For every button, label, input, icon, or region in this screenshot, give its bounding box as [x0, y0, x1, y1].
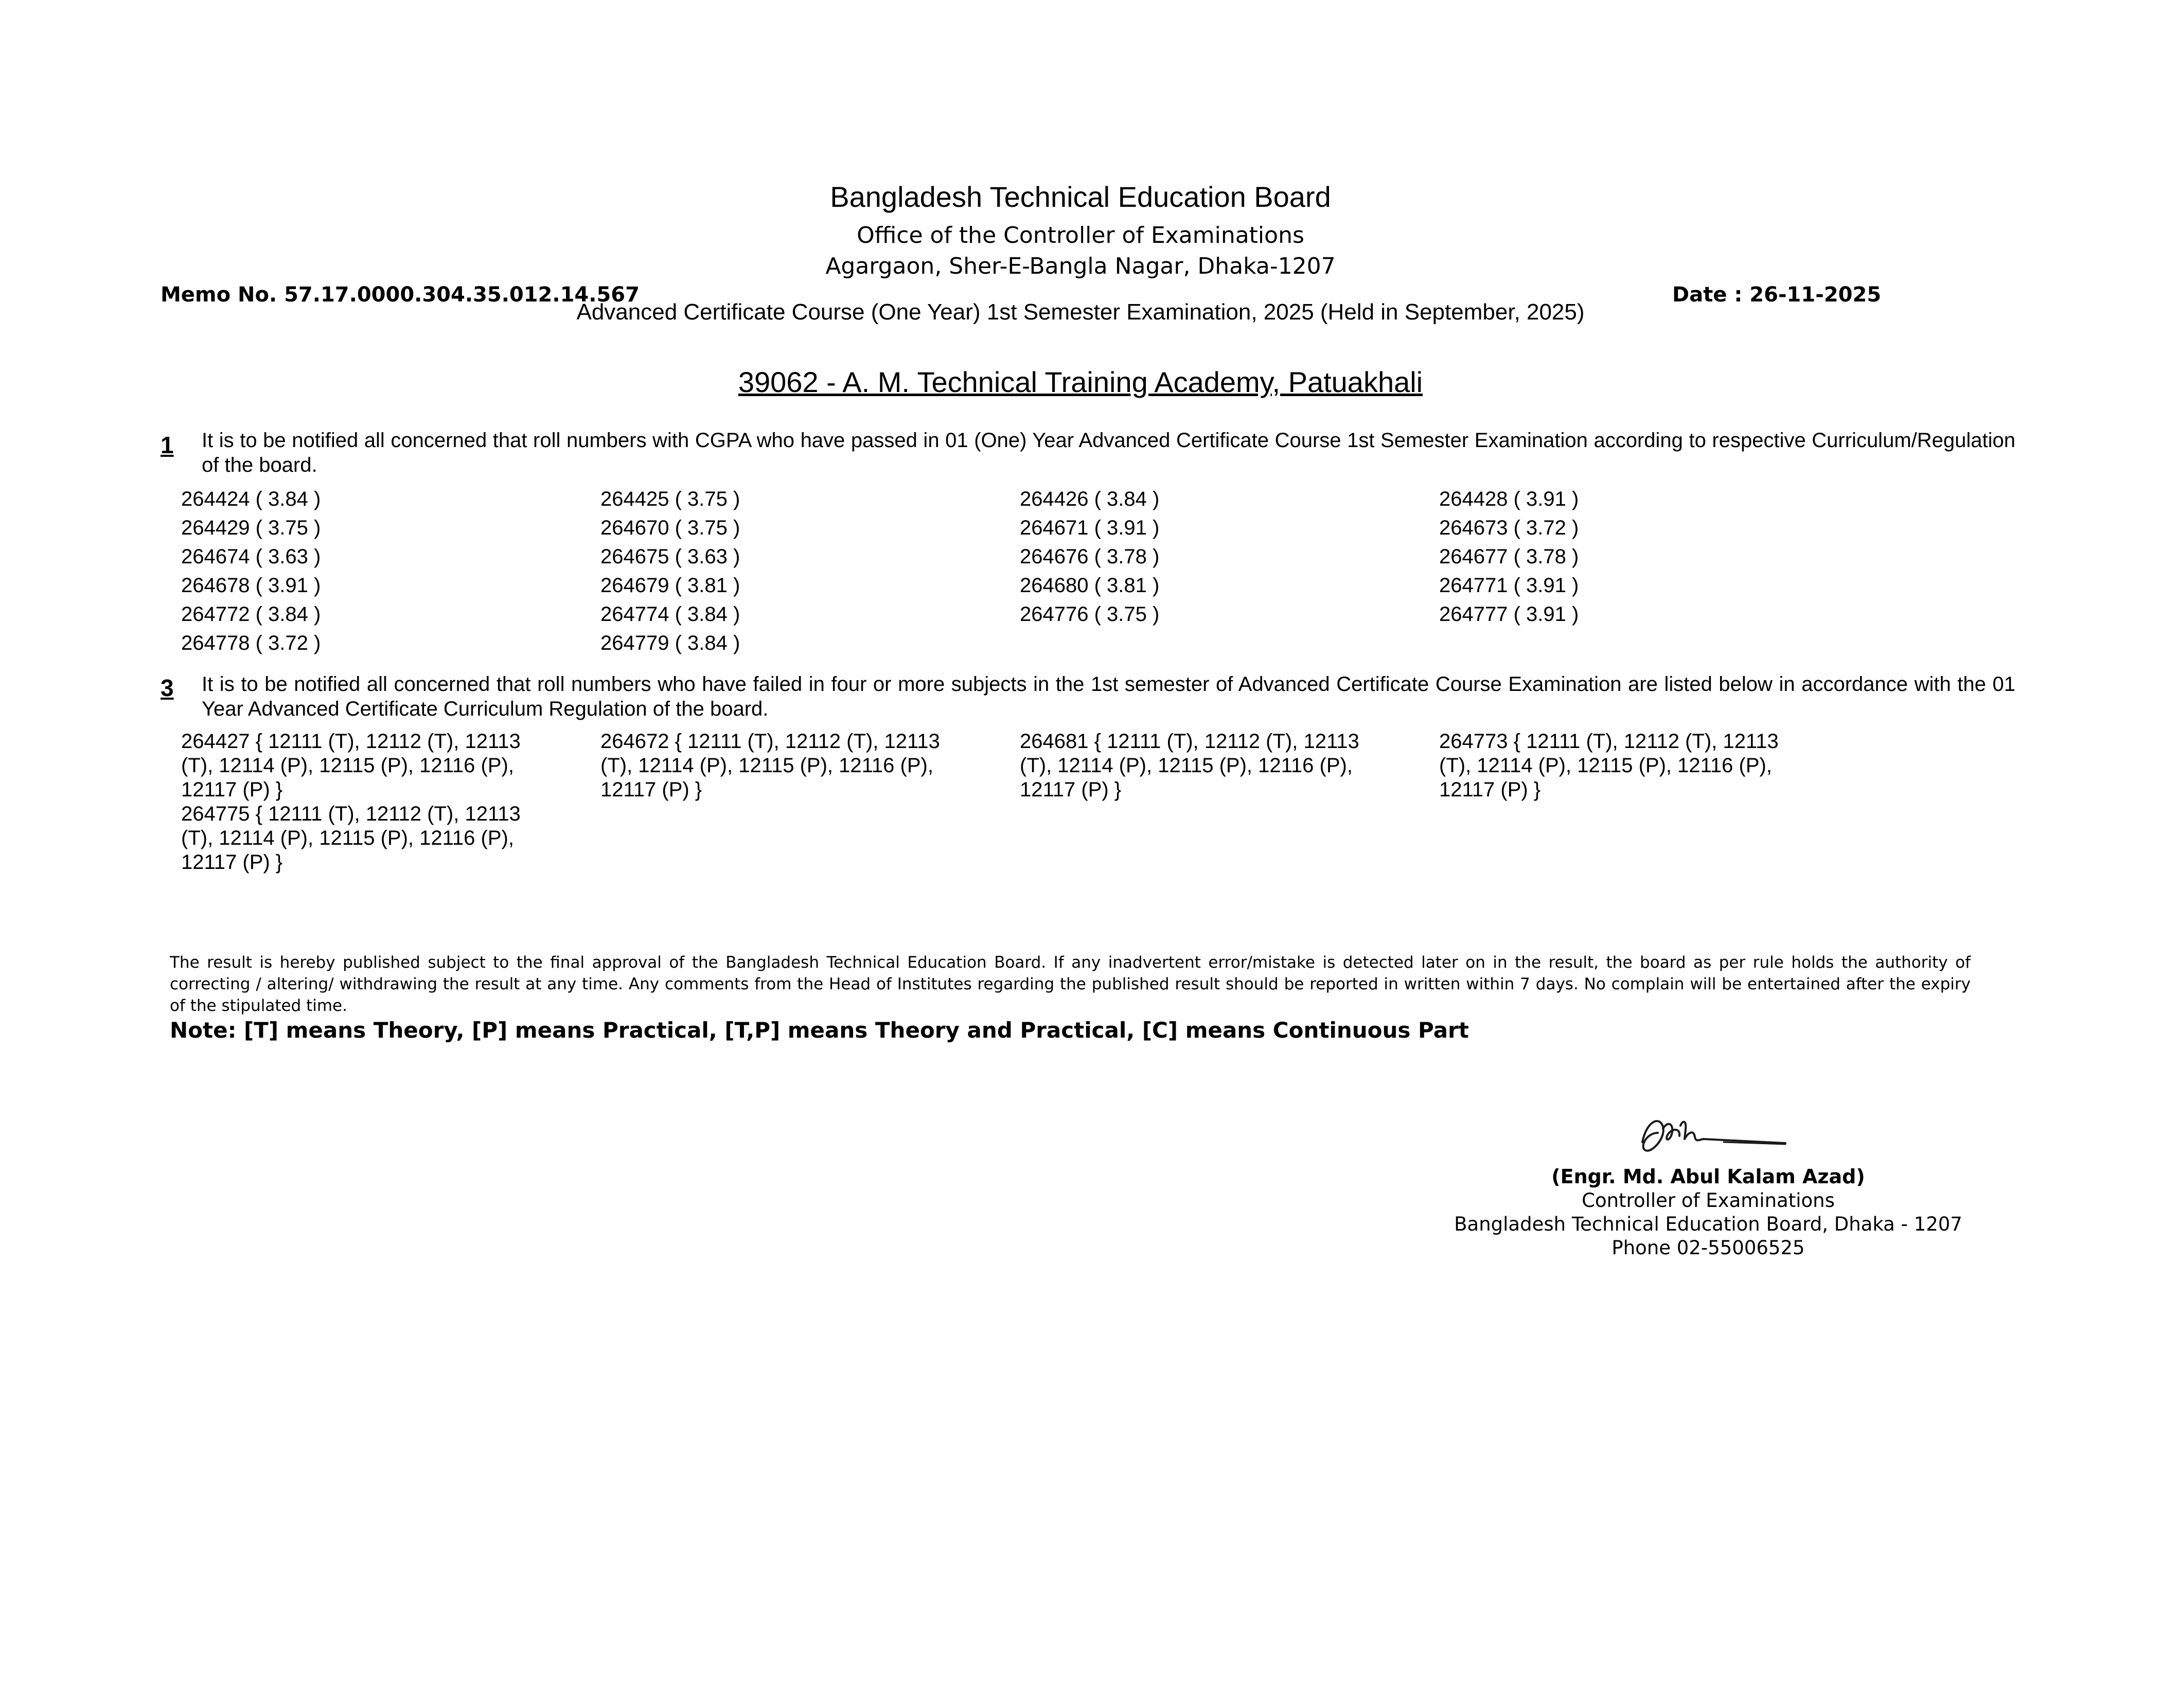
passed-entry: 264426 ( 3.84 )	[1020, 488, 1160, 510]
signatory-organization: Bangladesh Technical Education Board, Dhaka - 1207	[1454, 1213, 1962, 1235]
office-name: Office of the Controller of Examinations	[857, 222, 1304, 248]
failed-entry: 264427 { 12111 (T), 12112 (T), 12113 (T), 12114 (P), 12115 (P), 12116 (P), 12117 (P) }	[181, 730, 521, 801]
passed-list	[181, 485, 1858, 657]
passed-entry: 264671 ( 3.91 )	[1020, 517, 1160, 539]
signatory-designation: Controller of Examinations	[1582, 1189, 1835, 1212]
board-title: Bangladesh Technical Education Board	[830, 181, 1331, 213]
passed-entry: 264774 ( 3.84 )	[600, 603, 740, 626]
passed-entry: 264425 ( 3.75 )	[600, 488, 740, 510]
section-1-number: 1	[161, 432, 174, 458]
passed-entry: 264779 ( 3.84 )	[600, 632, 740, 654]
disclaimer: The result is hereby published subject to the final approval of the Bangladesh Technical Education Board. If any inadvertent error/mistake is detected later on in the result, the board as per rule holds the authority of correcting / altering/ withdrawing the result at any time. Any comments from the Head of Institutes regarding the published result should be reported in written within 7 days. No complain will be entertained after the expiry of the stipulated time.	[170, 953, 1971, 1015]
institute-title: 39062 - A. M. Technical Training Academy, Patuakhali	[738, 366, 1423, 398]
passed-entry: 264429 ( 3.75 )	[181, 517, 321, 539]
failed-entry: 264775 { 12111 (T), 12112 (T), 12113 (T), 12114 (P), 12115 (P), 12116 (P), 12117 (P) }	[181, 803, 521, 874]
passed-entry: 264771 ( 3.91 )	[1439, 574, 1579, 597]
failed-list	[181, 730, 1858, 875]
passed-entry: 264778 ( 3.72 )	[181, 632, 321, 654]
passed-entry: 264674 ( 3.63 )	[181, 545, 321, 568]
passed-entry: 264424 ( 3.84 )	[181, 488, 321, 510]
passed-entry: 264675 ( 3.63 )	[600, 545, 740, 568]
memo-date: Date : 26-11-2025	[1672, 283, 1882, 307]
passed-entry: 264680 ( 3.81 )	[1020, 574, 1160, 597]
passed-entry: 264670 ( 3.75 )	[600, 517, 740, 539]
passed-entry: 264428 ( 3.91 )	[1439, 488, 1579, 510]
passed-entry: 264777 ( 3.91 )	[1439, 603, 1579, 626]
signatory-phone: Phone 02-55006525	[1611, 1237, 1805, 1259]
signatory-name: (Engr. Md. Abul Kalam Azad)	[1551, 1165, 1865, 1188]
passed-entry: 264677 ( 3.78 )	[1439, 545, 1579, 568]
section-3-text: It is to be notified all concerned that roll numbers who have failed in four or more subjects in the 1st semester of Advanced Certificate Course Examination are listed below in accordance with the 01 Year Advanced Certificate Curriculum Regulation of the board.	[202, 673, 2015, 720]
section-3-number: 3	[161, 674, 174, 701]
signature-icon	[1631, 1106, 1796, 1163]
passed-entry: 264772 ( 3.84 )	[181, 603, 321, 626]
passed-entry: 264776 ( 3.75 )	[1020, 603, 1160, 626]
failed-entry: 264681 { 12111 (T), 12112 (T), 12113 (T), 12114 (P), 12115 (P), 12116 (P), 12117 (P) }	[1020, 730, 1359, 801]
passed-entry: 264678 ( 3.91 )	[181, 574, 321, 597]
failed-entry: 264773 { 12111 (T), 12112 (T), 12113 (T), 12114 (P), 12115 (P), 12116 (P), 12117 (P) }	[1439, 730, 1779, 801]
failed-entry: 264672 { 12111 (T), 12112 (T), 12113 (T), 12114 (P), 12115 (P), 12116 (P), 12117 (P) }	[600, 730, 940, 801]
section-1-text: It is to be notified all concerned that roll numbers with CGPA who have passed in 01 (One) Year Advanced Certificate Course 1st Semester Examination according to respective Curriculum/Regulation of the board.	[202, 429, 2015, 476]
passed-entry: 264676 ( 3.78 )	[1020, 545, 1160, 568]
board-address: Agargaon, Sher-E-Bangla Nagar, Dhaka-1207	[825, 253, 1336, 279]
passed-entry: 264673 ( 3.72 )	[1439, 517, 1579, 539]
passed-entry: 264679 ( 3.81 )	[600, 574, 740, 597]
legend-note: Note: [T] means Theory, [P] means Practical, [T,P] means Theory and Practical, [C] means Continuous Part	[170, 1018, 1469, 1043]
memo-number: Memo No. 57.17.0000.304.35.012.14.567	[161, 283, 640, 307]
exam-title: Advanced Certificate Course (One Year) 1st Semester Examination, 2025 (Held in September, 2025)	[576, 299, 1585, 325]
